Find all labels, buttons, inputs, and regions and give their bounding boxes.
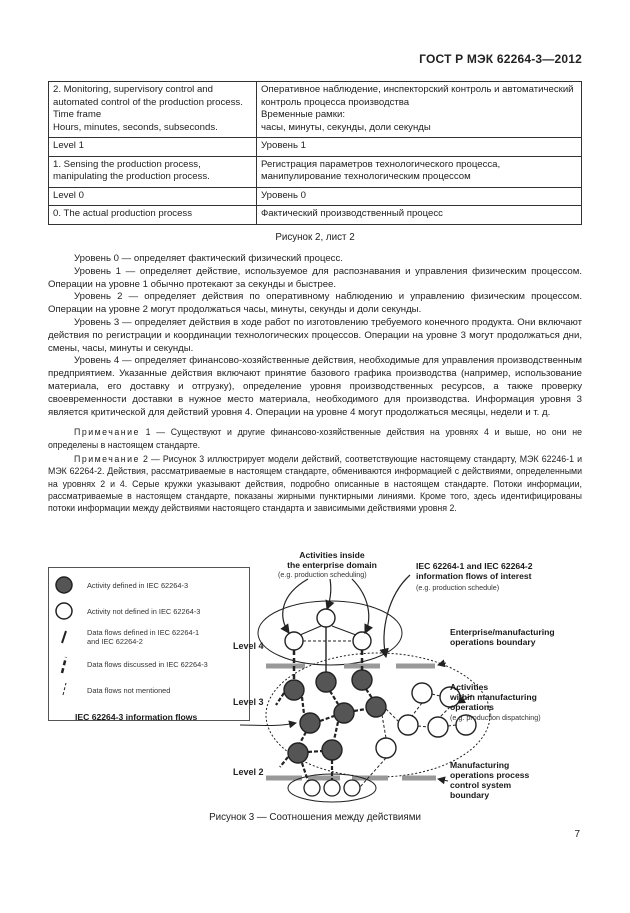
figure-3-diagram [40,545,600,815]
flow-line [332,626,356,635]
table-cell: Уровень 0 [257,187,582,206]
paragraph: Уровень 0 — определяет фактический физический процесс. [74,253,343,264]
flow-line [300,626,321,635]
note-label: Примечание [74,427,140,438]
pointer-arrow [283,579,308,633]
level3-label: Level 3 [233,697,264,707]
flows-of-interest-label: IEC 62264-1 and IEC 62264-2 information flows of interest [416,561,533,581]
enterprise-boundary-label: Enterprise/manufacturing operations boundary [450,627,555,647]
note-text: 2 — Рисунок 3 иллюстрирует модели действий, соответствующие настоящему стандарту, МЭК 62246-1 и МЭК 62264-2. Действия, рассматриваемые в настоящем стандарте, обмениваются информацией с действиями, определенными на уровнях 2 и 4. Серые кружки указывают действия, подробно описанные в настоящем стандарте. Потоки информации, рассматриваемые в настоящем стандарте, показаны жирными пунктирными линиями. Кроме того, здесь идентифицированы потоки информации между действиями настоящего стандарта и зависимыми действиями уровня 2. [48,453,582,514]
body-text [48,253,582,514]
flows-of-interest-example: (e.g. production schedule) [416,583,500,592]
document-header: ГОСТ Р МЭК 62264-3—2012 [419,52,582,66]
levels-table [48,81,582,225]
table-cell: 1. Sensing the production process, manipulating the production process. [49,156,257,187]
level2-activity [324,780,340,796]
activities-enterprise-example: (e.g. production scheduling) [278,570,367,579]
level2-label: Level 2 [233,767,264,777]
table-cell: Уровень 1 [257,138,582,157]
table-cell: 0. The actual production process [49,206,257,225]
pointer-arrow [240,723,296,726]
table-row [49,82,582,138]
activities-manufacturing-label: Activities within manufacturing operations [450,682,537,712]
level2-activity [304,780,320,796]
table-cell: Level 1 [49,138,257,157]
note-2 [48,453,582,514]
table-cell: Оперативное наблюдение, инспекторский контроль и автоматический контроль процесса производства Временные рамки: часы, минуты, секунды, доли секунды [257,82,582,138]
note-1 [48,426,582,451]
control-boundary-label: Manufacturing operations process control system boundary [450,760,530,800]
legend-label: Data flows not mentioned [87,686,171,695]
figure-legend [48,567,250,721]
paragraph: Уровень 4 — определяет финансово-хозяйственные действия, необходимые для управления производственным предприятием. Указанные действия включают принятие базового графика производства (например, использование материала, его доставку и отгрузку), определение уровня производственных ресурсов, а также проверку своевременности доставки в нужное место материала, необходимого для производства. Информация уровня 3 является критической для действий уровня 4. Операции на уровне 4 могут продолжаться месяцы, недели и т. д. [48,355,582,418]
pointer-arrow [327,579,331,609]
figure3-caption: Рисунок 3 — Соотношения между действиями [209,812,421,823]
table-cell: 2. Monitoring, supervisory control and automated control of the production process. Time frame Hours, minutes, seconds, subseconds. [49,82,257,138]
note-label: Примечание [74,453,140,464]
activities-enterprise-label: Activities inside the enterprise domain [287,550,377,570]
table-row [49,138,582,157]
level2-activity [344,780,360,796]
figure2-caption: Рисунок 2, лист 2 [275,232,355,243]
paragraph: Уровень 2 — определяет действия по оперативному наблюдению и управлению физическим процессом. Операции на уровне 2 могут продолжаться часы, минуты, секунды и доли секунды. [48,291,582,316]
pointer-arrow [352,579,369,633]
legend-label: Activity defined in IEC 62264-3 [87,581,189,590]
table-cell: Level 0 [49,187,257,206]
legend-label: Data flows defined in IEC 62264-1 and IEC 62264-2 [87,628,200,646]
table-cell: Фактический производственный процесс [257,206,582,225]
table-cell: Регистрация параметров технологического процесса, манипулирование технологическим процессом [257,156,582,187]
activities-manufacturing-example: (e.g. production dispatching) [450,713,541,722]
legend-label: Data flows discussed in IEC 62264-3 [87,660,208,669]
level4-label: Level 4 [233,641,264,651]
level3-defined-activities [284,670,386,763]
table-row [49,156,582,187]
paragraph: Уровень 1 — определяет действие, используемое для распознавания и управления физическим процессом. Операции на уровне 1 обычно протекают за секунды и быстрее. [48,265,582,290]
note-text: 1 — Существуют и другие финансово-хозяйственные действия на уровнях 4 и выше, но они не определены в настоящем стандарте. [48,427,582,450]
page-number: 7 [574,829,580,840]
table-row [49,206,582,225]
iec3-flows-label: IEC 62264-3 information flows [75,712,198,722]
level4-activity [317,609,335,627]
table-row [49,187,582,206]
pointer-arrow [438,779,448,781]
legend-label: Activity not defined in IEC 62264-3 [87,607,201,616]
paragraph: Уровень 3 — определяет действия в ходе работ по изготовлению требуемого конечного продукта. Они включают действия по регистрации и координации технологических процессов. Операции на уровне 3 могут продолжаться дни, смены, часы, минуты и секунды. [48,316,582,354]
